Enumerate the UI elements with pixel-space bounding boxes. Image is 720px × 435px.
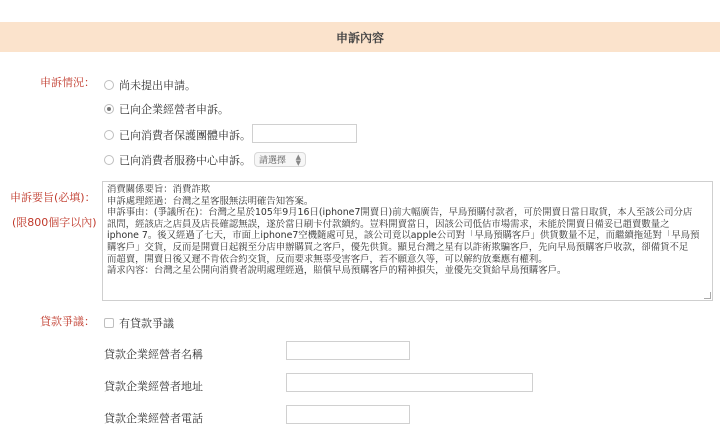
- radio-not-filed[interactable]: [104, 80, 114, 90]
- radio-protection-group[interactable]: [104, 130, 114, 140]
- service-center-select[interactable]: [254, 152, 306, 167]
- loan-dispute-option[interactable]: [104, 315, 174, 331]
- status-option-label: 已向消費者服務中心申訴。: [119, 154, 251, 167]
- lender-phone-input[interactable]: [286, 405, 410, 424]
- resize-handle-icon[interactable]: [704, 292, 711, 299]
- textarea-line: 請求內容：台灣之星公開向消費者說明處理經過，賠償早鳥預購客戶的精神損失，並優先交貨給早鳥預購客戶。: [107, 265, 567, 277]
- status-option-business[interactable]: [104, 101, 229, 117]
- section-header: [0, 22, 720, 52]
- status-option-label: 已向企業經營者申訴。: [119, 103, 229, 116]
- complaint-summary-textarea[interactable]: [102, 181, 713, 301]
- textarea-line: iphone 7。後又經過了七天，市面上iphone7空機隨處可見，該公司竟以apple公司對「早鳥預購客戶」供貨數量不足，而繼續拖延對「早鳥預: [107, 230, 700, 242]
- textarea-line: 申訴事由：(爭議所在)：台灣之星於105年9月16日(iphone7開賣日)前大幅廣告，早鳥預購付款者，可於開賣日當日取貨，本人至該公司分店: [107, 207, 693, 219]
- loan-dispute-label: 貸款爭議：: [40, 315, 95, 328]
- status-option-protection-group[interactable]: [104, 127, 251, 143]
- lender-address-input[interactable]: [286, 373, 533, 392]
- lender-phone-label: 貸款企業經營者電話: [104, 412, 203, 425]
- textarea-line: 申訴處理經過：台灣之星客服無法明確告知答案。: [107, 195, 314, 207]
- loan-dispute-checkbox[interactable]: [104, 318, 114, 328]
- textarea-line: 訊問，經該店之店員及店長確認無誤，遂於當日刷卡付款續約。豈料開賣當日，因該公司低估市場需求，未能於開賣日備妥已趙賣數量之: [107, 218, 670, 230]
- status-option-service-center[interactable]: [104, 152, 251, 168]
- textarea-line: 而超賣，開賣日後又遲不肯依合約交貨，反而要求無辜受害客戶，若不願意久等，可以解約放棄應有權利。: [107, 253, 548, 265]
- lender-address-label: 貸款企業經營者地址: [104, 380, 203, 393]
- lender-name-label: 貸款企業經營者名稱: [104, 348, 203, 361]
- status-option-label: 已向消費者保護團體申訴。: [119, 129, 251, 142]
- textarea-line: 購客戶」交貨，反而是開賣日起親至分店申辦購買之客戶，優先供貨。顯見台灣之星有以詐術欺騙客戶，先向早鳥預購客戶收款，卻備貨不足: [107, 241, 689, 253]
- radio-service-center[interactable]: [104, 155, 114, 165]
- protection-group-input[interactable]: [252, 124, 357, 143]
- section-title: 申訴內容: [335, 30, 384, 45]
- status-option-label: 尚未提出申請。: [119, 79, 196, 92]
- lender-name-input[interactable]: [286, 341, 410, 360]
- complaint-summary-label: 申訴要旨(必填)：: [10, 191, 96, 204]
- select-updown-icon: ▲ ▼: [295, 153, 301, 167]
- loan-dispute-checkbox-label: 有貸款爭議: [119, 317, 174, 330]
- radio-business[interactable]: [104, 104, 114, 114]
- complaint-summary-limit: (限800個字以內): [12, 216, 97, 229]
- service-center-select-value: 請選擇: [259, 156, 287, 166]
- complaint-status-label: 申訴情況：: [40, 76, 95, 89]
- status-option-not-filed[interactable]: [104, 77, 196, 93]
- textarea-line: 消費關係要旨：消費詐欺: [107, 184, 211, 195]
